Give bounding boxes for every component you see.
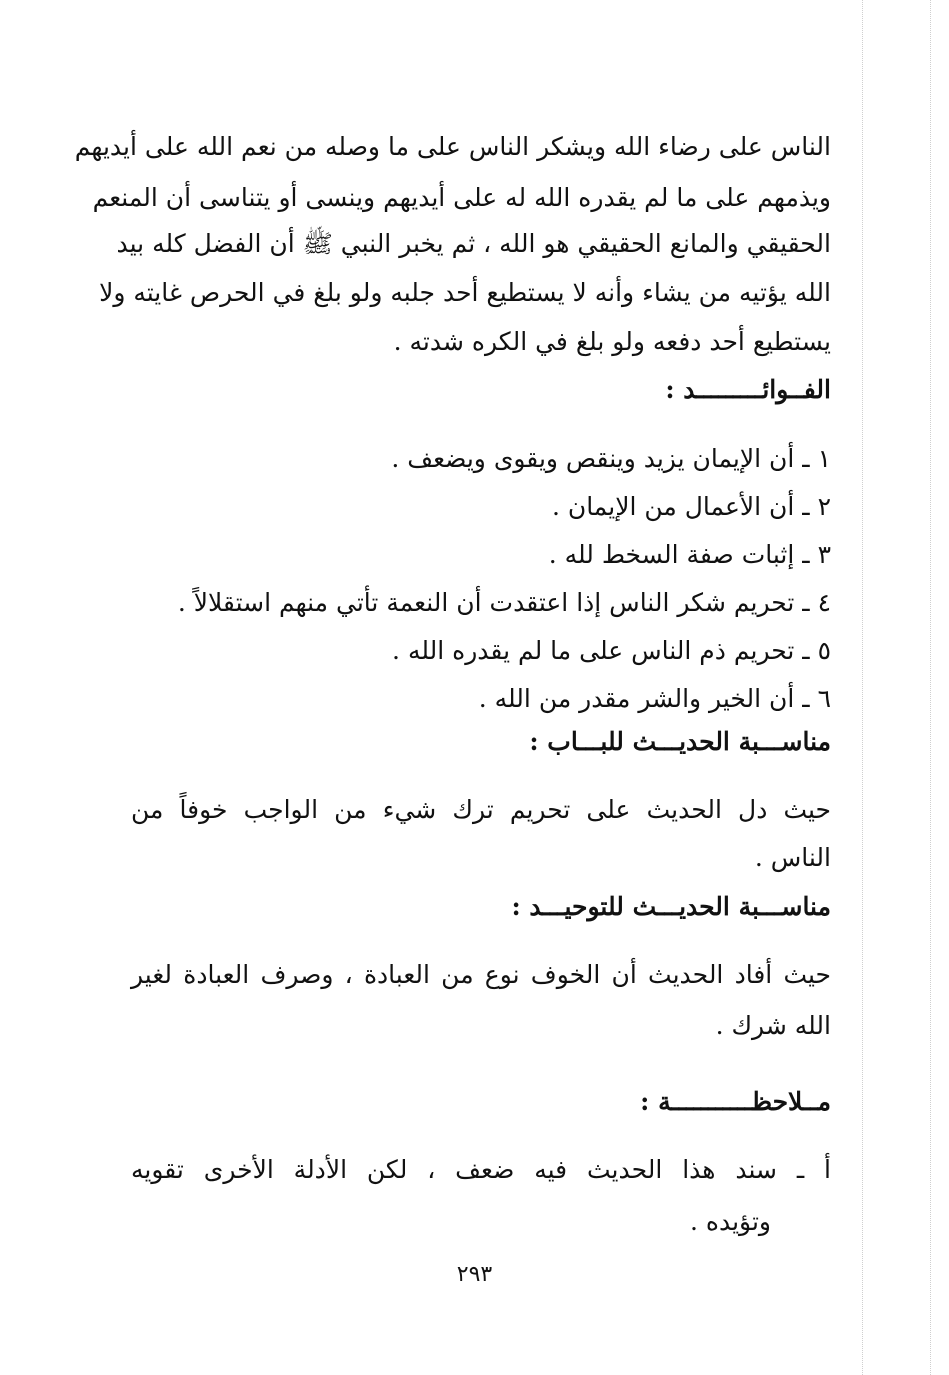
tawhid-relevance-heading: مناســـبة الحديـــث للتوحيـــد : bbox=[511, 892, 831, 921]
benefits-heading: الفــوائـــــــــد : bbox=[665, 375, 831, 404]
benefit-item: ٤ ـ تحريم شكر الناس إذا اعتقدت أن النعمة تأتي منهم استقلالاً . bbox=[177, 588, 831, 617]
tawhid-relevance-line: حيث أفاد الحديث أن الخوف نوع من العبادة ، وصرف العبادة لغير bbox=[131, 960, 831, 989]
note-heading: مــلاحظـــــــــــة : bbox=[640, 1087, 831, 1116]
page-number: ٢٩٣ bbox=[456, 1262, 493, 1287]
note-line: وتؤيده . bbox=[689, 1207, 771, 1236]
intro-line: الحقيقي والمانع الحقيقي هو الله ، ثم يخبر النبي ﷺ أن الفضل كله بيد bbox=[116, 229, 831, 258]
benefit-item: ٦ ـ أن الخير والشر مقدر من الله . bbox=[478, 684, 831, 713]
benefit-item: ٣ ـ إثبات صفة السخط لله . bbox=[548, 540, 831, 569]
benefit-item: ١ ـ أن الإيمان يزيد وينقص ويقوى ويضعف . bbox=[391, 444, 831, 473]
benefit-item: ٥ ـ تحريم ذم الناس على ما لم يقدره الله . bbox=[392, 636, 831, 665]
intro-line: الله يؤتيه من يشاء وأنه لا يستطيع أحد جلبه ولو بلغ في الحرص غايته ولا bbox=[99, 278, 831, 307]
scan-margin-line bbox=[862, 0, 863, 1375]
note-line: أ ـ سند هذا الحديث فيه ضعف ، لكن الأدلة الأخرى تقويه bbox=[131, 1155, 831, 1184]
intro-line: ويذمهم على ما لم يقدره الله له على أيديهم وينسى أو يتناسى أن المنعم bbox=[92, 183, 831, 212]
intro-line: يستطيع أحد دفعه ولو بلغ في الكره شدته . bbox=[393, 327, 831, 356]
chapter-relevance-heading: مناســـبة الحديـــث للبـــاب : bbox=[529, 727, 831, 756]
tawhid-relevance-line: الله شرك . bbox=[715, 1011, 831, 1040]
intro-line: الناس على رضاء الله ويشكر الناس على ما وصله من نعم الله على أيديهم bbox=[74, 132, 831, 161]
benefit-item: ٢ ـ أن الأعمال من الإيمان . bbox=[551, 492, 831, 521]
scan-margin-line bbox=[930, 0, 931, 1375]
chapter-relevance-line: الناس . bbox=[754, 843, 831, 872]
chapter-relevance-line: حيث دل الحديث على تحريم ترك شيء من الواجب خوفاً من bbox=[131, 795, 831, 824]
